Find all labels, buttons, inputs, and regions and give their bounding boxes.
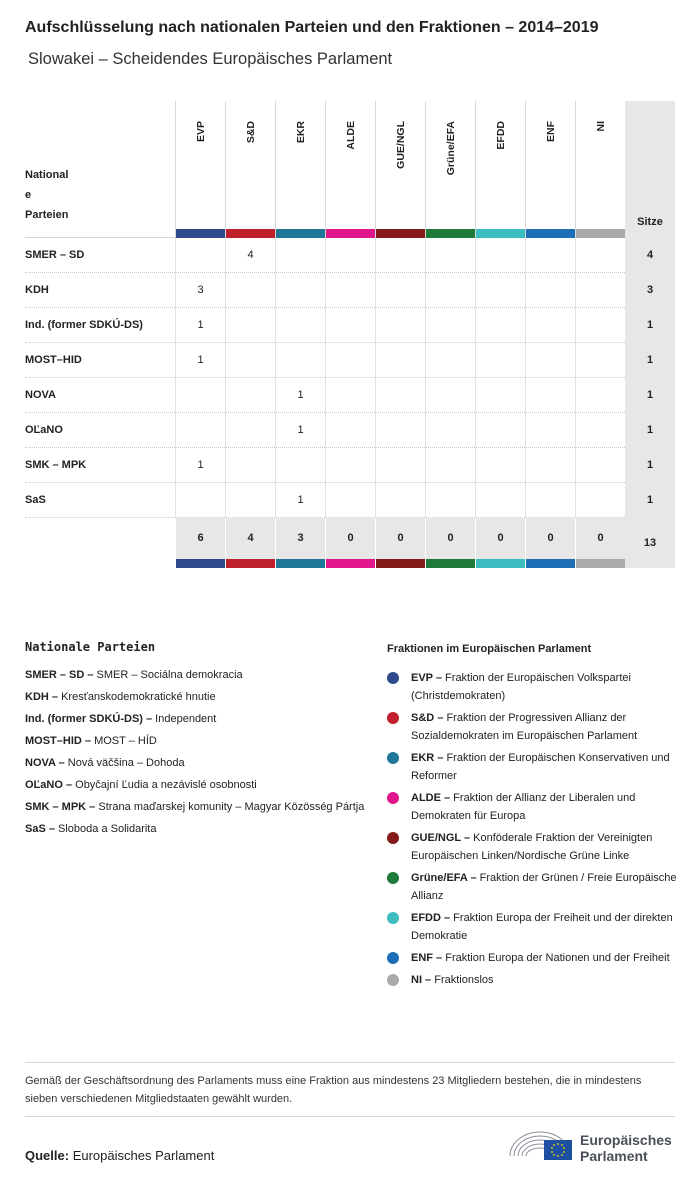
seat-cell: 1 [275, 413, 325, 448]
seat-cell [525, 483, 575, 518]
national-parties-legend [25, 640, 365, 842]
group-color-bar [576, 229, 625, 238]
group-color-bar [426, 229, 475, 238]
row-seats: 1 [625, 343, 675, 378]
seat-cell [225, 273, 275, 308]
party-name: SaS [25, 494, 46, 506]
seats-header: Sitze [625, 101, 675, 238]
seat-cell: 4 [225, 238, 275, 273]
seat-cell [475, 378, 525, 413]
party-name: Ind. (former SDKÚ-DS) [25, 319, 143, 331]
group-color-bar [375, 559, 425, 568]
row-seats: 1 [625, 413, 675, 448]
seat-cell [575, 273, 625, 308]
national-party-item: OĽaNO – Obyčajní Ľudia a nezávislé osobnosti [25, 779, 257, 791]
seat-cell [325, 483, 375, 518]
seat-cell [275, 343, 325, 378]
seat-cell [375, 343, 425, 378]
seat-cell [575, 238, 625, 273]
fraction-item: EVP – Fraktion der Europäischen Volkspartei (Christdemokraten) [387, 669, 677, 705]
party-name: SMK – MPK [25, 459, 87, 471]
party-name: OĽaNO [25, 424, 63, 436]
seat-cell [475, 308, 525, 343]
seat-cell [175, 413, 225, 448]
seat-cell [525, 378, 575, 413]
total-cell: 0 [375, 518, 425, 559]
seat-cell: 3 [175, 273, 225, 308]
fraction-item: GUE/NGL – Konföderale Fraktion der Vereinigten Europäischen Linken/Nordische Grüne Linke [387, 829, 677, 865]
fraction-item: EKR – Fraktion der Europäischen Konservativen und Reformer [387, 749, 677, 785]
group-color-bar [176, 229, 225, 238]
table-row [25, 448, 675, 483]
table-row [25, 273, 675, 308]
fraction-color-dot [387, 952, 399, 964]
seat-cell [425, 308, 475, 343]
hemicycle-icon [508, 1126, 574, 1166]
national-party-item: SMK – MPK – Strana maďarskej komunity – Magyar Közösség Pártja [25, 801, 365, 813]
total-cell: 0 [575, 518, 625, 559]
seat-cell [325, 308, 375, 343]
seat-cell [575, 448, 625, 483]
seat-cell: 1 [275, 483, 325, 518]
totals-row [25, 518, 675, 568]
seat-cell [425, 378, 475, 413]
party-name: NOVA [25, 389, 56, 401]
total-cell: 0 [475, 518, 525, 559]
table-header [25, 101, 675, 238]
seat-cell [225, 343, 275, 378]
seat-cell [225, 413, 275, 448]
party-name: KDH [25, 284, 49, 296]
party-name: SMER – SD [25, 249, 85, 261]
seat-cell [275, 273, 325, 308]
seat-cell [175, 238, 225, 273]
group-label: ALDE [344, 121, 357, 150]
group-color-bar [276, 229, 325, 238]
group-color-bar [526, 229, 575, 238]
seat-cell [325, 343, 375, 378]
total-cell: 0 [525, 518, 575, 559]
seat-cell: 1 [175, 308, 225, 343]
fraction-color-dot [387, 832, 399, 844]
group-color-bar [575, 559, 625, 568]
seat-cell [225, 483, 275, 518]
seat-cell [425, 343, 475, 378]
seat-cell [375, 483, 425, 518]
seat-cell [575, 343, 625, 378]
national-party-item: KDH – Kresťanskodemokratické hnutie [25, 691, 216, 703]
fractions-heading: Fraktionen im Europäischen Parlament [387, 643, 592, 655]
total-seats: 13 [625, 518, 675, 568]
seat-cell [375, 448, 425, 483]
seat-cell [225, 308, 275, 343]
seat-cell [575, 413, 625, 448]
fraction-color-dot [387, 974, 399, 986]
fraction-color-dot [387, 672, 399, 684]
group-column-header [475, 101, 525, 238]
seat-cell [225, 378, 275, 413]
seat-cell [175, 483, 225, 518]
group-column-header [425, 101, 475, 238]
group-color-bar [175, 559, 225, 568]
row-seats: 1 [625, 378, 675, 413]
national-party-item: NOVA – Nová väčšina – Dohoda [25, 757, 185, 769]
seat-cell [275, 308, 325, 343]
national-party-item: SMER – SD – SMER – Sociálna demokracia [25, 669, 243, 681]
seat-cell [475, 448, 525, 483]
seat-cell [375, 238, 425, 273]
seat-cell [275, 448, 325, 483]
source-line: Quelle: Europäisches Parlament [25, 1148, 215, 1163]
seat-cell [525, 273, 575, 308]
fraction-color-dot [387, 872, 399, 884]
seat-cell [375, 273, 425, 308]
seat-cell [275, 238, 325, 273]
logo-text: Europäisches Parlament [580, 1132, 672, 1164]
seat-cell [225, 448, 275, 483]
seat-cell: 1 [175, 343, 225, 378]
fraction-item: Grüne/EFA – Fraktion der Grünen / Freie Europäische Allianz [387, 869, 677, 905]
total-cell: 3 [275, 518, 325, 559]
group-column-header [225, 101, 275, 238]
seat-cell [425, 238, 475, 273]
row-header-label: National e Parteien [25, 169, 69, 221]
group-color-bar [475, 559, 525, 568]
table-row [25, 378, 675, 413]
total-cell: 6 [175, 518, 225, 559]
table-row [25, 343, 675, 378]
seat-cell [525, 413, 575, 448]
table-row [25, 308, 675, 343]
group-label: S&D [244, 121, 257, 144]
seat-cell [425, 448, 475, 483]
seat-table [25, 101, 675, 568]
group-color-bar [326, 229, 375, 238]
seat-cell [325, 413, 375, 448]
seat-cell [575, 378, 625, 413]
group-color-bar [525, 559, 575, 568]
group-label: EVP [194, 121, 207, 143]
seat-cell [475, 483, 525, 518]
group-color-bar [425, 559, 475, 568]
group-label: ENF [544, 121, 557, 142]
fraction-item: ENF – Fraktion Europa der Nationen und der Freiheit [387, 949, 677, 967]
row-seats: 1 [625, 448, 675, 483]
row-seats: 1 [625, 308, 675, 343]
seat-cell [525, 448, 575, 483]
seat-cell [575, 308, 625, 343]
group-color-bar [325, 559, 375, 568]
page-subtitle: Slowakei – Scheidendes Europäisches Parlament [28, 50, 393, 68]
footnote: Gemäß der Geschäftsordnung des Parlaments muss eine Fraktion aus mindestens 23 Mitgliedern bestehen, die in mindestens sieben verschiedenen Mitgliedstaaten gewählt wurden. [25, 1062, 675, 1117]
seat-cell [425, 273, 475, 308]
total-cell: 4 [225, 518, 275, 559]
fraction-item: NI – Fraktionslos [387, 971, 677, 989]
fraction-color-dot [387, 792, 399, 804]
seat-cell [325, 448, 375, 483]
seat-cell [325, 378, 375, 413]
group-column-header [325, 101, 375, 238]
table-body [25, 238, 675, 518]
party-name: MOST–HID [25, 354, 82, 366]
seat-cell [425, 483, 475, 518]
group-color-bar [226, 229, 275, 238]
group-label: Grüne/EFA [444, 121, 457, 176]
fraction-item: EFDD – Fraktion Europa der Freiheit und der direkten Demokratie [387, 909, 677, 945]
row-seats: 1 [625, 483, 675, 518]
seat-cell [425, 413, 475, 448]
group-column-header [175, 101, 225, 238]
national-party-item: SaS – Sloboda a Solidarita [25, 823, 157, 835]
group-color-bar [275, 559, 325, 568]
seat-cell [525, 238, 575, 273]
seat-cell [325, 238, 375, 273]
fraction-item: ALDE – Fraktion der Allianz der Liberalen und Demokraten für Europa [387, 789, 677, 825]
group-color-bar [225, 559, 275, 568]
seat-cell [375, 308, 425, 343]
group-label: NI [594, 121, 607, 132]
seat-cell: 1 [275, 378, 325, 413]
group-label: EFDD [494, 121, 507, 150]
seat-cell [475, 413, 525, 448]
total-cell: 0 [325, 518, 375, 559]
fraction-item: S&D – Fraktion der Progressiven Allianz der Sozialdemokraten im Europäischen Parlament [387, 709, 677, 745]
row-seats: 3 [625, 273, 675, 308]
national-party-item: Ind. (former SDKÚ-DS) – Independent [25, 713, 217, 725]
seat-cell [175, 378, 225, 413]
seat-cell [475, 343, 525, 378]
seat-cell [475, 273, 525, 308]
fraction-color-dot [387, 712, 399, 724]
seat-cell: 1 [175, 448, 225, 483]
fraction-color-dot [387, 912, 399, 924]
fractions-legend [387, 643, 677, 993]
seat-cell [475, 238, 525, 273]
group-column-header [575, 101, 625, 238]
group-color-bar [376, 229, 425, 238]
group-column-header [275, 101, 325, 238]
table-row [25, 238, 675, 273]
row-seats: 4 [625, 238, 675, 273]
page-title: Aufschlüsselung nach nationalen Parteien und den Fraktionen – 2014–2019 [25, 19, 599, 36]
national-parties-heading: Nationale Parteien [25, 640, 156, 654]
table-row [25, 483, 675, 518]
table-row [25, 413, 675, 448]
seat-cell [575, 483, 625, 518]
group-label: EKR [294, 121, 307, 144]
seat-cell [525, 343, 575, 378]
group-column-header [375, 101, 425, 238]
seat-cell [325, 273, 375, 308]
seat-cell [375, 413, 425, 448]
fraction-color-dot [387, 752, 399, 764]
group-color-bar [476, 229, 525, 238]
ep-logo [508, 1126, 676, 1166]
group-label: GUE/NGL [394, 121, 407, 169]
seat-cell [525, 308, 575, 343]
seat-cell [375, 378, 425, 413]
total-cell: 0 [425, 518, 475, 559]
national-party-item: MOST–HID – MOST – HÍD [25, 735, 157, 747]
group-column-header [525, 101, 575, 238]
